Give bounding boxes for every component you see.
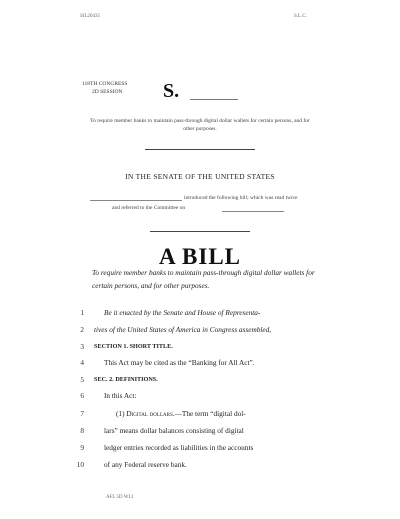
header-left: SIL20435 [80, 14, 100, 19]
line-number: 1 [80, 308, 84, 317]
section-heading: SEC. 2. DEFINITIONS. [94, 376, 158, 383]
line-text: Be it enacted by the Senate and House of Representa- [104, 308, 261, 317]
line-text [116, 409, 246, 418]
line-number: 4 [80, 358, 84, 367]
line-number: 7 [80, 409, 84, 418]
congress-number: 118TH CONGRESS [82, 81, 128, 87]
sponsor-blank [90, 200, 182, 201]
line-number: 8 [80, 426, 84, 435]
line-number: 3 [80, 342, 84, 351]
intro-line-1: introduced the following bill; which was read twice [184, 195, 298, 201]
header-right: S.L.C. [294, 14, 307, 19]
line-number: 9 [80, 443, 84, 452]
line-number: 10 [76, 460, 84, 469]
intro-line-2: and referred to the Committee on [112, 205, 186, 211]
purpose-statement: To require member banks to maintain pass-through digital dollar wallets for certain persons, and for other purposes. [92, 268, 315, 290]
line-text: ledger entries recorded as liabilities in the accounts [104, 443, 254, 452]
committee-blank [222, 211, 284, 212]
line-text: In this Act: [104, 391, 137, 400]
line-text: This Act may be cited as the “Banking for All Act”. [104, 358, 255, 367]
document-title: A BILL [158, 244, 242, 269]
session: 2D SESSION [92, 89, 123, 95]
footer-code: AFL 5D WL1 [106, 495, 135, 500]
section-heading: SECTION 1. SHORT TITLE. [94, 343, 173, 350]
chamber-heading: IN THE SENATE OF THE UNITED STATES [125, 172, 275, 181]
line-number: 2 [80, 325, 84, 334]
line-text: lars” means dollar balances consisting of digital [104, 426, 244, 435]
congress-info [82, 80, 127, 96]
line-text: tives of the United States of America in Congress assembled, [94, 325, 272, 334]
bill-prefix: S. [163, 80, 180, 102]
bill-topic: To require member banks to maintain pass-through digital dollar wallets for certain persons, and for other purposes. [90, 118, 310, 132]
paragraph-heading: (1) Digital dollars. [116, 409, 175, 418]
line-text: of any Federal reserve bank. [104, 460, 187, 469]
paragraph-text: —The term “digital dol- [174, 409, 246, 418]
divider [145, 149, 255, 150]
divider [150, 231, 250, 232]
bill-number-blank [190, 99, 238, 100]
line-number: 5 [80, 375, 84, 384]
line-number: 6 [80, 391, 84, 400]
